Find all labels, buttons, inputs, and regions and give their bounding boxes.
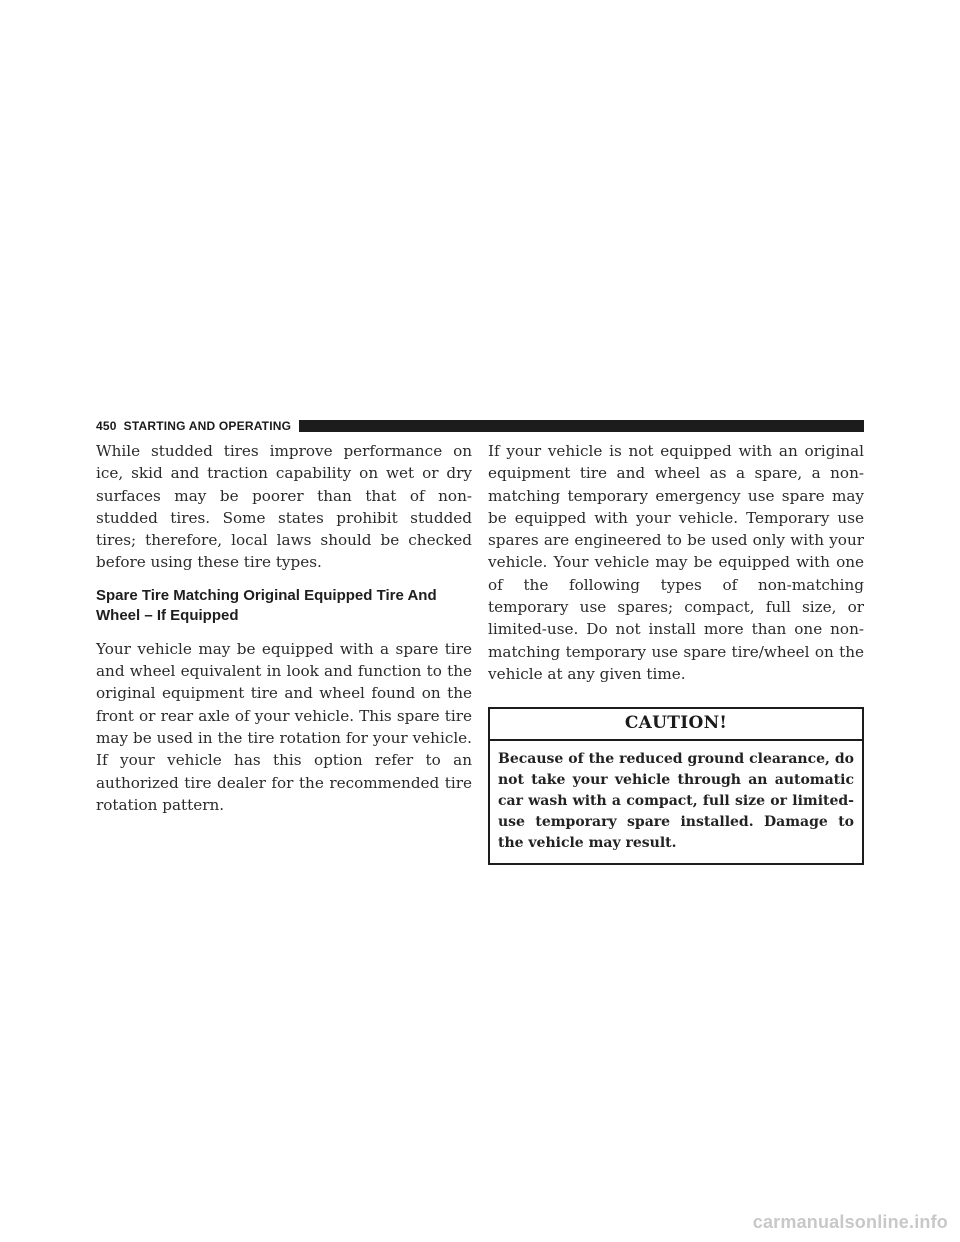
caution-title: CAUTION! [490, 709, 862, 741]
section-title: STARTING AND OPERATING [123, 419, 292, 433]
page-number: 450 [96, 419, 117, 433]
header-rule [299, 420, 864, 432]
watermark: carmanualsonline.info [752, 1212, 948, 1232]
left-column [96, 440, 472, 816]
caution-box [488, 707, 864, 865]
caution-text: Because of the reduced ground clearance, do not take your vehicle through an automatic car wash with a compact, full size or limited-use temporary spare installed. Damage to the vehicle may result. [498, 751, 854, 852]
non-matching-spare-paragraph: If your vehicle is not equipped with an original equipment tire and wheel as a spare, a non-matching temporary emergency use spare may be equipped with your vehicle. Temporary use spares are engineered to be used only with your vehicle. Your vehicle may be equipped with one of the following types of non-matching temporary use spares; compact, full size, or limited-use. Do not install more than one non-matching temporary use spare tire/wheel on the vehicle at any given time. [488, 442, 864, 683]
right-column [488, 440, 864, 865]
studded-tires-paragraph: While studded tires improve performance on ice, skid and traction capability on wet or dry surfaces may be poorer than that of non-studded tires. Some states prohibit studded tires; therefore, local laws should be checked before using these tire types. [96, 442, 472, 572]
matching-spare-paragraph: Your vehicle may be equipped with a spare tire and wheel equivalent in look and function to the original equipment tire and wheel found on the front or rear axle of your vehicle. This spare tire may be used in the tire rotation for your vehicle. If your vehicle has this option refer to an authorized tire dealer for the recommended tire rotation pattern. [96, 639, 472, 814]
page-header [96, 419, 864, 433]
spare-tire-heading: Spare Tire Matching Original Equipped Tire And Wheel – If Equipped [96, 586, 437, 624]
